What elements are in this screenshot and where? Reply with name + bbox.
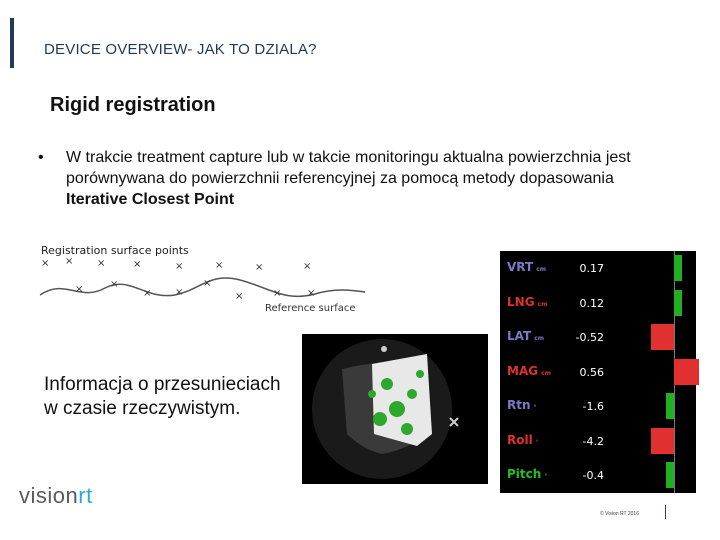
bullet-marker: • <box>38 149 44 166</box>
registration-point-marker: × <box>203 278 212 289</box>
registration-point-marker: × <box>303 261 312 272</box>
registration-markers <box>41 256 315 302</box>
monitor-unit: cm <box>541 369 551 377</box>
vision-rt-logo: visionrt <box>19 483 93 508</box>
registration-point-marker: × <box>307 288 316 299</box>
monitor-value: 0.56 <box>579 365 604 379</box>
section-title: Rigid registration <box>50 94 216 116</box>
registration-point-marker: × <box>133 259 142 270</box>
monitor-label: LAT cm <box>507 329 544 343</box>
monitor-unit: ° <box>544 473 548 480</box>
monitor-deviation-bar <box>674 255 682 281</box>
monitor-deviation-bar <box>666 393 674 419</box>
monitor-deviation-bar <box>651 428 674 454</box>
registration-points-label: Registration surface points <box>41 244 189 257</box>
registration-point-marker: × <box>175 287 184 298</box>
registration-point-marker: × <box>143 288 152 299</box>
monitor-label: LNG cm <box>507 294 548 309</box>
monitor-unit: cm <box>536 266 546 273</box>
monitor-deviation-bar <box>674 290 682 316</box>
monitor-value: -1.6 <box>582 400 604 413</box>
monitor-unit: cm <box>534 335 544 342</box>
monitor-label: Pitch ° <box>507 467 548 481</box>
registration-point-marker: × <box>65 256 74 267</box>
header-accent-bar <box>10 18 14 68</box>
registration-point-marker: × <box>110 279 119 290</box>
motion-monitor-panel <box>500 251 696 493</box>
face-scan-image <box>302 334 488 484</box>
registration-point-marker: × <box>175 261 184 272</box>
registration-point-marker: × <box>235 291 244 302</box>
registration-point-marker: × <box>215 260 224 271</box>
monitor-unit: cm <box>537 300 548 308</box>
copyright-text: © Vision RT 2016 <box>600 511 639 517</box>
registration-diagram <box>35 240 375 320</box>
monitor-deviation-bar <box>674 359 699 385</box>
monitor-unit: ° <box>533 404 537 411</box>
info-text: Informacja o przesunieciach w czasie rzeczywistym. <box>44 374 281 419</box>
monitor-value: -0.4 <box>582 469 604 482</box>
registration-point-marker: × <box>97 258 106 269</box>
registration-point-marker: × <box>75 284 84 295</box>
monitor-label: MAG cm <box>507 363 551 378</box>
bullet-body-text: W trakcie treatment capture lub w takcie monitoringu aktualna powierzchnia jest porównywana do powierzchnii referencyjnej za pomocą metody dopasowania <box>66 149 631 187</box>
footer-divider <box>665 505 666 519</box>
monitor-label: Rtn ° <box>507 398 537 412</box>
monitor-row-mag <box>500 355 696 389</box>
registration-point-marker: × <box>255 262 264 273</box>
bullet-text <box>66 147 638 210</box>
reference-surface-label: Reference surface <box>265 303 356 314</box>
monitor-value: -0.52 <box>575 331 604 344</box>
monitor-label: VRT cm <box>507 260 546 274</box>
bullet-emphasis: Iterative Closest Point <box>66 191 235 208</box>
monitor-deviation-bar <box>666 462 674 488</box>
registration-point-marker: × <box>273 288 282 299</box>
monitor-unit: ° <box>535 438 539 446</box>
bullet-item <box>38 147 638 210</box>
monitor-value: -4.2 <box>582 434 604 448</box>
slide-header-title: DEVICE OVERVIEW- JAK TO DZIALA? <box>44 41 317 58</box>
monitor-row-lng <box>500 286 696 320</box>
monitor-label: Roll ° <box>507 432 539 447</box>
registration-point-marker: × <box>41 258 50 269</box>
monitor-value: 0.12 <box>579 296 604 310</box>
monitor-row-vrt <box>500 251 696 285</box>
monitor-deviation-bar <box>651 324 674 350</box>
monitor-value: 0.17 <box>579 262 604 275</box>
